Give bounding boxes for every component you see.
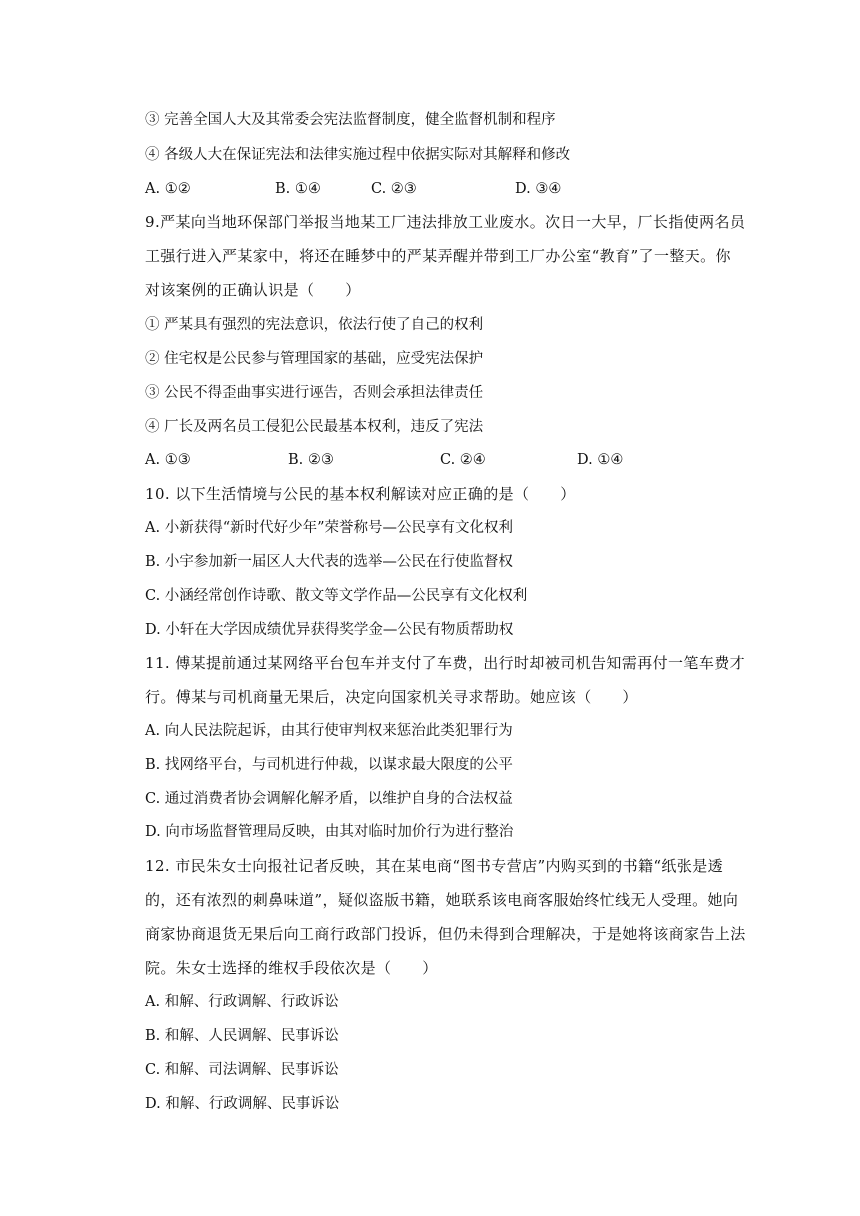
q11-stem-line-2: 行。傅某与司机商量无果后，决定向国家机关寻求帮助。她应该（ ）	[145, 688, 638, 706]
q12-option-c: C. 和解、司法调解、民事诉讼	[145, 1062, 339, 1078]
q10-option-c: C. 小涵经常创作诗歌、散文等文学作品—公民享有文化权利	[145, 588, 528, 604]
q9-stem-line-2: 工强行进入严某家中，将还在睡梦中的严某弄醒并带到工厂办公室“教育”了一整天。你	[145, 247, 731, 265]
q9-option-d: D. ①④	[577, 452, 624, 468]
q12-option-d: D. 和解、行政调解、民事诉讼	[145, 1096, 340, 1112]
q8-item-4: ④ 各级人大在保证宪法和法律实施过程中依据实际对其解释和修改	[145, 147, 571, 163]
q12-stem-line-1: 12. 市民朱女士向报社记者反映，其在某电商“图书专营店”内购买到的书籍“纸张是透	[145, 857, 724, 875]
q12-stem-line-3: 商家协商退货无果后向工商行政部门投诉，但仍未得到合理解决，于是她将该商家告上法	[145, 925, 746, 943]
q9-item-3: ③ 公民不得歪曲事实进行诬告，否则会承担法律责任	[145, 385, 484, 401]
q9-option-b: B. ②③	[288, 452, 334, 468]
q9-item-1: ① 严某具有强烈的宪法意识，依法行使了自己的权利	[145, 317, 484, 333]
q11-option-b: B. 找网络平台，与司机进行仲裁，以谋求最大限度的公平	[145, 757, 513, 773]
q9-item-4: ④ 厂长及两名员工侵犯公民最基本权利，违反了宪法	[145, 419, 484, 435]
q8-option-d: D. ③④	[515, 181, 562, 197]
q8-item-3: ③ 完善全国人大及其常委会宪法监督制度，健全监督机制和程序	[145, 112, 556, 128]
q12-stem-line-4: 院。朱女士选择的维权手段依次是（ ）	[145, 959, 438, 977]
q9-option-a: A. ①③	[145, 452, 191, 468]
q8-option-b: B. ①④	[275, 181, 321, 197]
q9-option-c: C. ②④	[440, 452, 486, 468]
q8-option-c: C. ②③	[371, 181, 417, 197]
q11-stem-line-1: 11. 傅某提前通过某网络平台包车并支付了车费，出行时却被司机告知需再付一笔车费才	[145, 654, 746, 672]
q12-stem-line-2: 的，还有浓烈的刺鼻味道”，疑似盗版书籍，她联系该电商客服始终忙线无人受理。她向	[145, 891, 739, 909]
q11-option-c: C. 通过消费者协会调解化解矛盾，以维护自身的合法权益	[145, 791, 513, 807]
q10-stem: 10. 以下生活情境与公民的基本权利解读对应正确的是（ ）	[145, 485, 576, 503]
q11-option-a: A. 向人民法院起诉，由其行使审判权来惩治此类犯罪行为	[145, 723, 513, 739]
q10-option-a: A. 小新获得“新时代好少年”荣誉称号—公民享有文化权利	[145, 520, 514, 536]
q10-option-b: B. 小宇参加新一届区人大代表的选举—公民在行使监督权	[145, 554, 513, 570]
q8-option-a: A. ①②	[145, 181, 191, 197]
q10-option-d: D. 小轩在大学因成绩优异获得奖学金—公民有物质帮助权	[145, 622, 514, 638]
q12-option-b: B. 和解、人民调解、民事诉讼	[145, 1028, 339, 1044]
q12-option-a: A. 和解、行政调解、行政诉讼	[145, 994, 339, 1010]
q11-option-d: D. 向市场监督管理局反映，由其对临时加价行为进行整治	[145, 824, 514, 840]
q9-item-2: ② 住宅权是公民参与管理国家的基础，应受宪法保护	[145, 351, 484, 367]
q9-stem-line-3: 对该案例的正确认识是（ ）	[145, 281, 361, 299]
q9-stem-line-1: 9.严某向当地环保部门举报当地某工厂违法排放工业废水。次日一大早，厂长指使两名员	[145, 213, 746, 231]
